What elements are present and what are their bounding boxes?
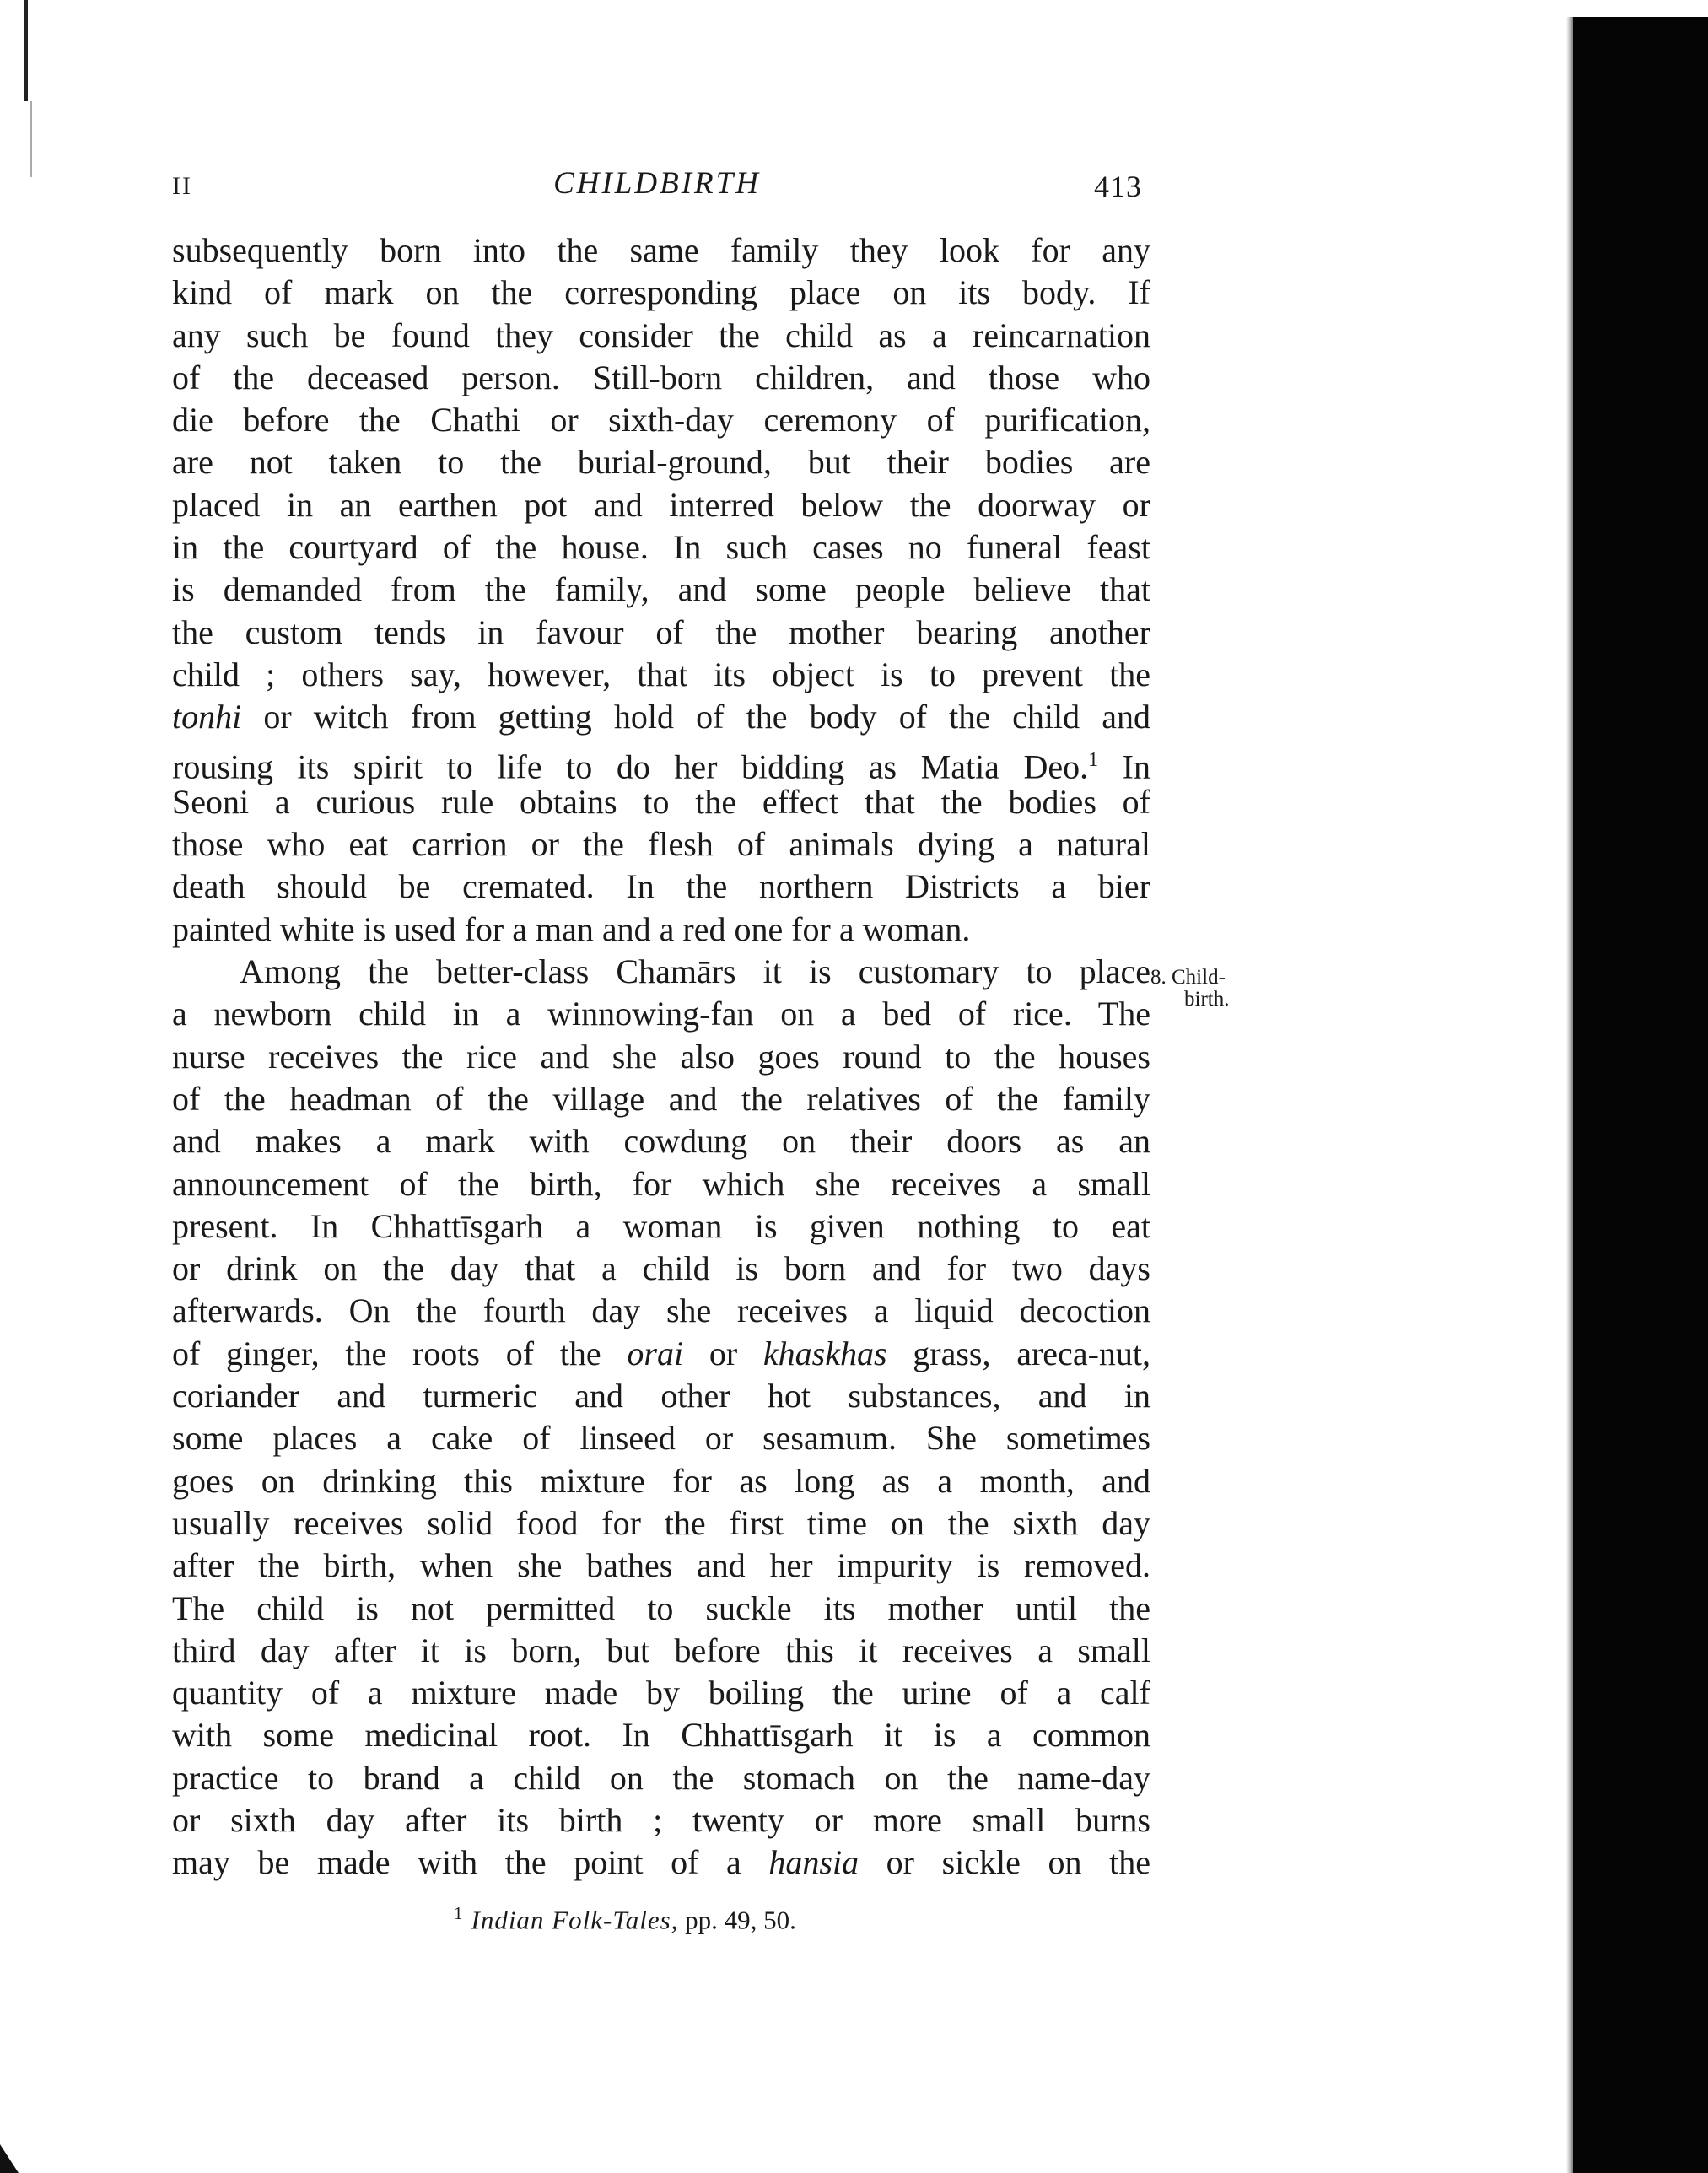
text-line: in the courtyard of the house. In such cases no funeral feast [172, 528, 1150, 567]
text-line: present. In Chhattīsgarh a woman is given nothing to eat [172, 1206, 1150, 1245]
footnote-reference: 1 [1088, 748, 1099, 771]
sidenote-number: 8. [1150, 966, 1167, 989]
text-line: usually receives solid food for the first time on the sixth day [172, 1503, 1150, 1542]
text-line: The child is not permitted to suckle its mother until the [172, 1588, 1150, 1627]
text-line: placed in an earthen pot and interred below the doorway or [172, 485, 1150, 524]
text-line: of the headman of the village and the relatives of the family [172, 1079, 1150, 1118]
text-line: goes on drinking this mixture for as long as a month, and [172, 1461, 1150, 1500]
text-line: tonhi or witch from getting hold of the body of the child and [172, 698, 1150, 736]
text-line: subsequently born into the same family they look for any [172, 231, 1150, 269]
italic-term: tonhi [172, 698, 242, 736]
text-line: quantity of a mixture made by boiling the urine of a calf [172, 1674, 1150, 1712]
text-line: coriander and turmeric and other hot substances, and in [172, 1377, 1150, 1415]
sidenote-label: Child- [1172, 966, 1226, 989]
text-line: nurse receives the rice and she also goes round to the houses [172, 1037, 1150, 1076]
italic-term: hansia [768, 1843, 859, 1882]
footnote-title: Indian Folk-Tales, [471, 1905, 679, 1935]
scan-edge-fringe [1566, 17, 1573, 2173]
sidenote-label: birth. [1184, 988, 1230, 1011]
text-line: die before the Chathi or sixth-day ceremony of purification, [172, 401, 1150, 439]
scan-mark-top-thin [30, 101, 32, 177]
text-line: announcement of the birth, for which she receives a small [172, 1164, 1150, 1203]
text-line: or sixth day after its birth ; twenty or more small burns [172, 1800, 1150, 1839]
text-line: death should be cremated. In the northern Districts a bier [172, 867, 1150, 906]
text-line: those who eat carrion or the flesh of animals dying a natural [172, 825, 1150, 864]
body-text [172, 229, 1150, 1885]
sidenote-line [1150, 967, 1229, 989]
text-line: Seoni a curious rule obtains to the effect that the bodies of [172, 782, 1150, 821]
text-line: afterwards. On the fourth day she receives a liquid decoction [172, 1291, 1150, 1330]
italic-term: khaskhas [762, 1334, 887, 1372]
running-head [172, 165, 1142, 208]
scan-mark-top [24, 0, 28, 101]
italic-term: orai [627, 1334, 684, 1372]
text-line: child ; others say, however, that its object is to prevent the [172, 655, 1150, 693]
text-line: of the deceased person. Still-born children, and those who [172, 358, 1150, 396]
text-line: are not taken to the burial-ground, but their bodies are [172, 443, 1150, 482]
text-line: rousing its spirit to life to do her bidding as Matia Deo.$^1$ In [172, 747, 1150, 785]
footnote [454, 1903, 796, 1935]
text-line: a newborn child in a winnowing-fan on a bed of rice. The [172, 995, 1150, 1033]
text-line: practice to brand a child on the stomach on the name-day [172, 1758, 1150, 1797]
scan-edge-shadow [1573, 17, 1708, 2173]
text-line: and makes a mark with cowdung on their doors as an [172, 1122, 1150, 1161]
page-number: 413 [1094, 170, 1142, 203]
footnote-pages: pp. 49, 50. [678, 1905, 796, 1935]
text-line: some places a cake of linseed or sesamum. She sometimes [172, 1419, 1150, 1458]
footnote-mark: 1 [454, 1903, 463, 1923]
text-line: may be made with the point of a hansia or sickle on the [172, 1843, 1150, 1882]
text-line: painted white is used for a man and a red one for a woman. [172, 909, 971, 948]
text-line: or drink on the day that a child is born and for two days [172, 1249, 1150, 1288]
text-line: with some medicinal root. In Chhattīsgarh it is a common [172, 1716, 1150, 1755]
text-line: the custom tends in favour of the mother bearing another [172, 612, 1150, 651]
text-line: kind of mark on the corresponding place on its body. If [172, 273, 1150, 312]
text-line: after the birth, when she bathes and her impurity is removed. [172, 1546, 1150, 1585]
text-line: Among the better-class Chamārs it is customary to place [240, 952, 1150, 991]
chapter-number: II [172, 172, 192, 200]
scan-mark-bottom [0, 2144, 19, 2173]
margin-sidenote [1150, 967, 1229, 1011]
text-line: any such be found they consider the child as a reincarnation [172, 315, 1150, 354]
sidenote-line [1150, 989, 1229, 1011]
page-title: CHILDBIRTH [553, 166, 761, 201]
text-line: third day after it is born, but before this it receives a small [172, 1631, 1150, 1669]
text-line: is demanded from the family, and some people believe that [172, 570, 1150, 609]
text-line: of ginger, the roots of the orai or khaskhas grass, areca-nut, [172, 1334, 1151, 1372]
